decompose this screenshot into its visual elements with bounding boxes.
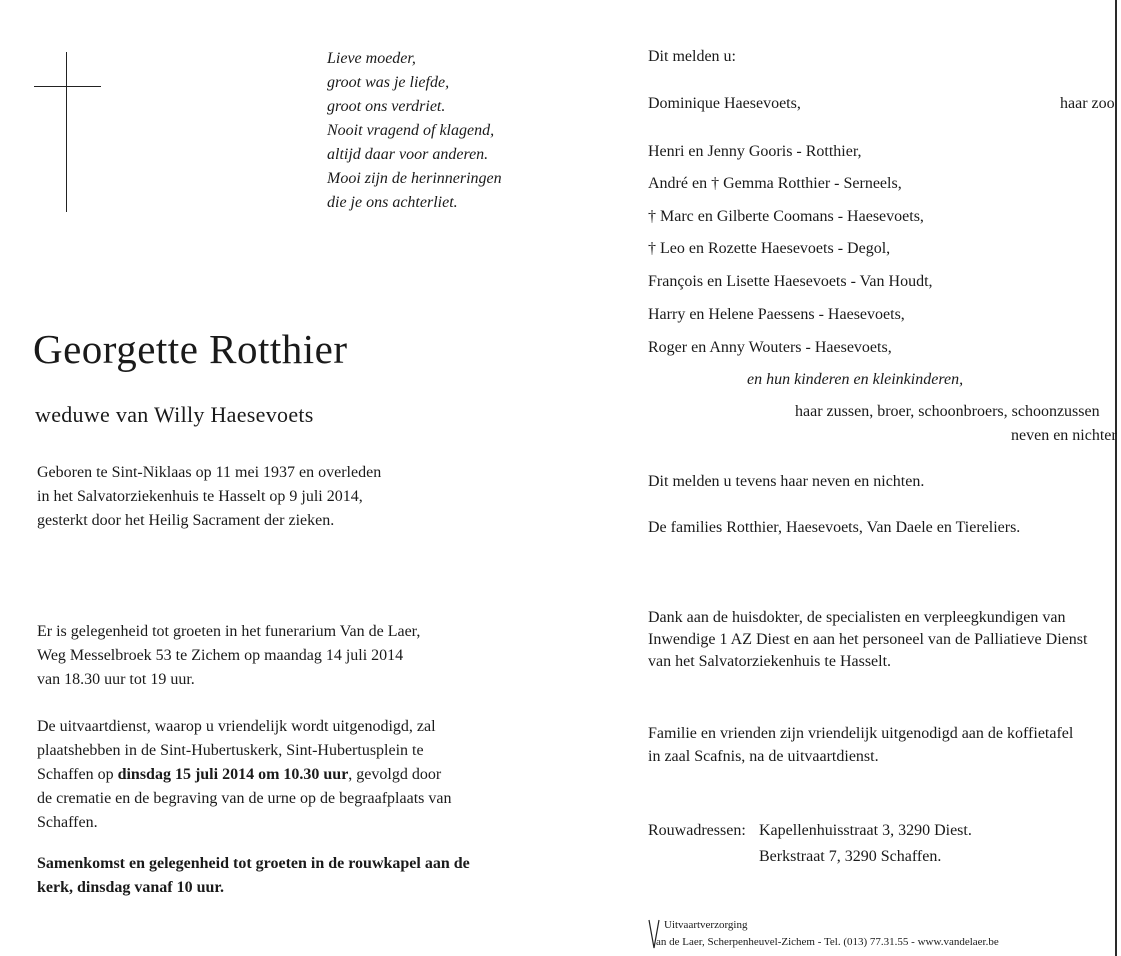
- family-line: Henri en Jenny Gooris - Rotthier,: [648, 143, 862, 160]
- announce-intro: Dit melden u:: [648, 48, 736, 65]
- poem-line: groot was je liefde,: [327, 74, 450, 91]
- footer-company: Uitvaartverzorging: [664, 919, 748, 931]
- address-line: Kapellenhuisstraat 3, 3290 Diest.: [759, 822, 972, 839]
- family-line: François en Lisette Haesevoets - Van Houdt,: [648, 273, 933, 290]
- page-edge-line: [1115, 0, 1117, 956]
- thanks-line: van het Salvatorziekenhuis te Hasselt.: [648, 653, 892, 670]
- paragraph-line: de crematie en de begraving van de urne op de begraafplaats van: [37, 790, 452, 807]
- cross-icon: [66, 52, 67, 212]
- family-line: † Leo en Rozette Haesevoets - Degol,: [648, 240, 891, 257]
- thanks-line: Inwendige 1 AZ Diest en aan het personeel van de Palliatieve Dienst: [648, 631, 1088, 648]
- son-relation: haar zoo: [1060, 95, 1115, 112]
- poem-line: altijd daar voor anderen.: [327, 146, 489, 163]
- family-line: † Marc en Gilberte Coomans - Haesevoets,: [648, 208, 924, 225]
- invitation-line: in zaal Scafnis, na de uitvaartdienst.: [648, 748, 879, 765]
- family-line: Harry en Helene Paessens - Haesevoets,: [648, 306, 905, 323]
- service-paragraph: [37, 715, 451, 835]
- paragraph-line: Geboren te Sint-Niklaas op 11 mei 1937 en overleden: [37, 464, 382, 481]
- cousins-line: neven en nichter: [1011, 427, 1117, 444]
- invitation-line: Familie en vrienden zijn vriendelijk uitgenodigd aan de koffietafel: [648, 725, 1074, 742]
- address-line: Berkstraat 7, 3290 Schaffen.: [759, 848, 942, 865]
- service-text: Schaffen op: [37, 766, 118, 783]
- families-line: De families Rotthier, Haesevoets, Van Daele en Tiereliers.: [648, 519, 1021, 536]
- family-line: Roger en Anny Wouters - Haesevoets,: [648, 339, 892, 356]
- service-text: , gevolgd door: [348, 766, 442, 783]
- poem-line: die je ons achterliet.: [327, 194, 458, 211]
- children-line: en hun kinderen en kleinkinderen,: [747, 371, 964, 388]
- poem-line: groot ons verdriet.: [327, 98, 446, 115]
- poem-line: Nooit vragend of klagend,: [327, 122, 495, 139]
- cross-icon-bar: [34, 86, 101, 87]
- greeting-paragraph: [37, 620, 420, 692]
- gathering-paragraph: [37, 852, 470, 900]
- paragraph-line: plaatshebben in de Sint-Hubertuskerk, Sint-Hubertusplein te: [37, 742, 424, 759]
- service-date: dinsdag 15 juli 2014 om 10.30 uur: [117, 766, 349, 783]
- son-name: Dominique Haesevoets,: [648, 95, 801, 112]
- paragraph-line: gesterkt door het Heilig Sacrament der zieken.: [37, 512, 335, 529]
- poem: [327, 47, 502, 215]
- paragraph-line: in het Salvatorziekenhuis te Hasselt op 9 juli 2014,: [37, 488, 363, 505]
- paragraph-line: kerk, dinsdag vanaf 10 uur.: [37, 879, 225, 896]
- paragraph-line: van 18.30 uur tot 19 uur.: [37, 671, 195, 688]
- deceased-subtitle: weduwe van Willy Haesevoets: [35, 402, 314, 427]
- paragraph-line: Schaffen.: [37, 814, 98, 831]
- footer-details: an de Laer, Scherpenheuvel-Zichem - Tel. (013) 77.31.55 - www.vandelaer.be: [656, 936, 999, 948]
- poem-line: Mooi zijn de herinneringen: [327, 170, 502, 187]
- paragraph-line: Weg Messelbroek 53 te Zichem op maandag 14 juli 2014: [37, 647, 404, 664]
- paragraph-line: De uitvaartdienst, waarop u vriendelijk wordt uitgenodigd, zal: [37, 718, 436, 735]
- paragraph-line: [37, 763, 451, 787]
- thanks-line: Dank aan de huisdokter, de specialisten en verpleegkundigen van: [648, 609, 1066, 626]
- poem-line: Lieve moeder,: [327, 50, 416, 67]
- family-line: André en † Gemma Rotthier - Serneels,: [648, 175, 902, 192]
- deceased-name: Georgette Rotthier: [33, 326, 348, 372]
- born-paragraph: [37, 461, 381, 533]
- siblings-line: haar zussen, broer, schoonbroers, schoonzussen: [795, 403, 1100, 420]
- also-line: Dit melden u tevens haar neven en nichten.: [648, 473, 925, 490]
- paragraph-line: Er is gelegenheid tot groeten in het funerarium Van de Laer,: [37, 623, 421, 640]
- addresses-label: Rouwadressen:: [648, 822, 746, 839]
- paragraph-line: Samenkomst en gelegenheid tot groeten in de rouwkapel aan de: [37, 855, 470, 872]
